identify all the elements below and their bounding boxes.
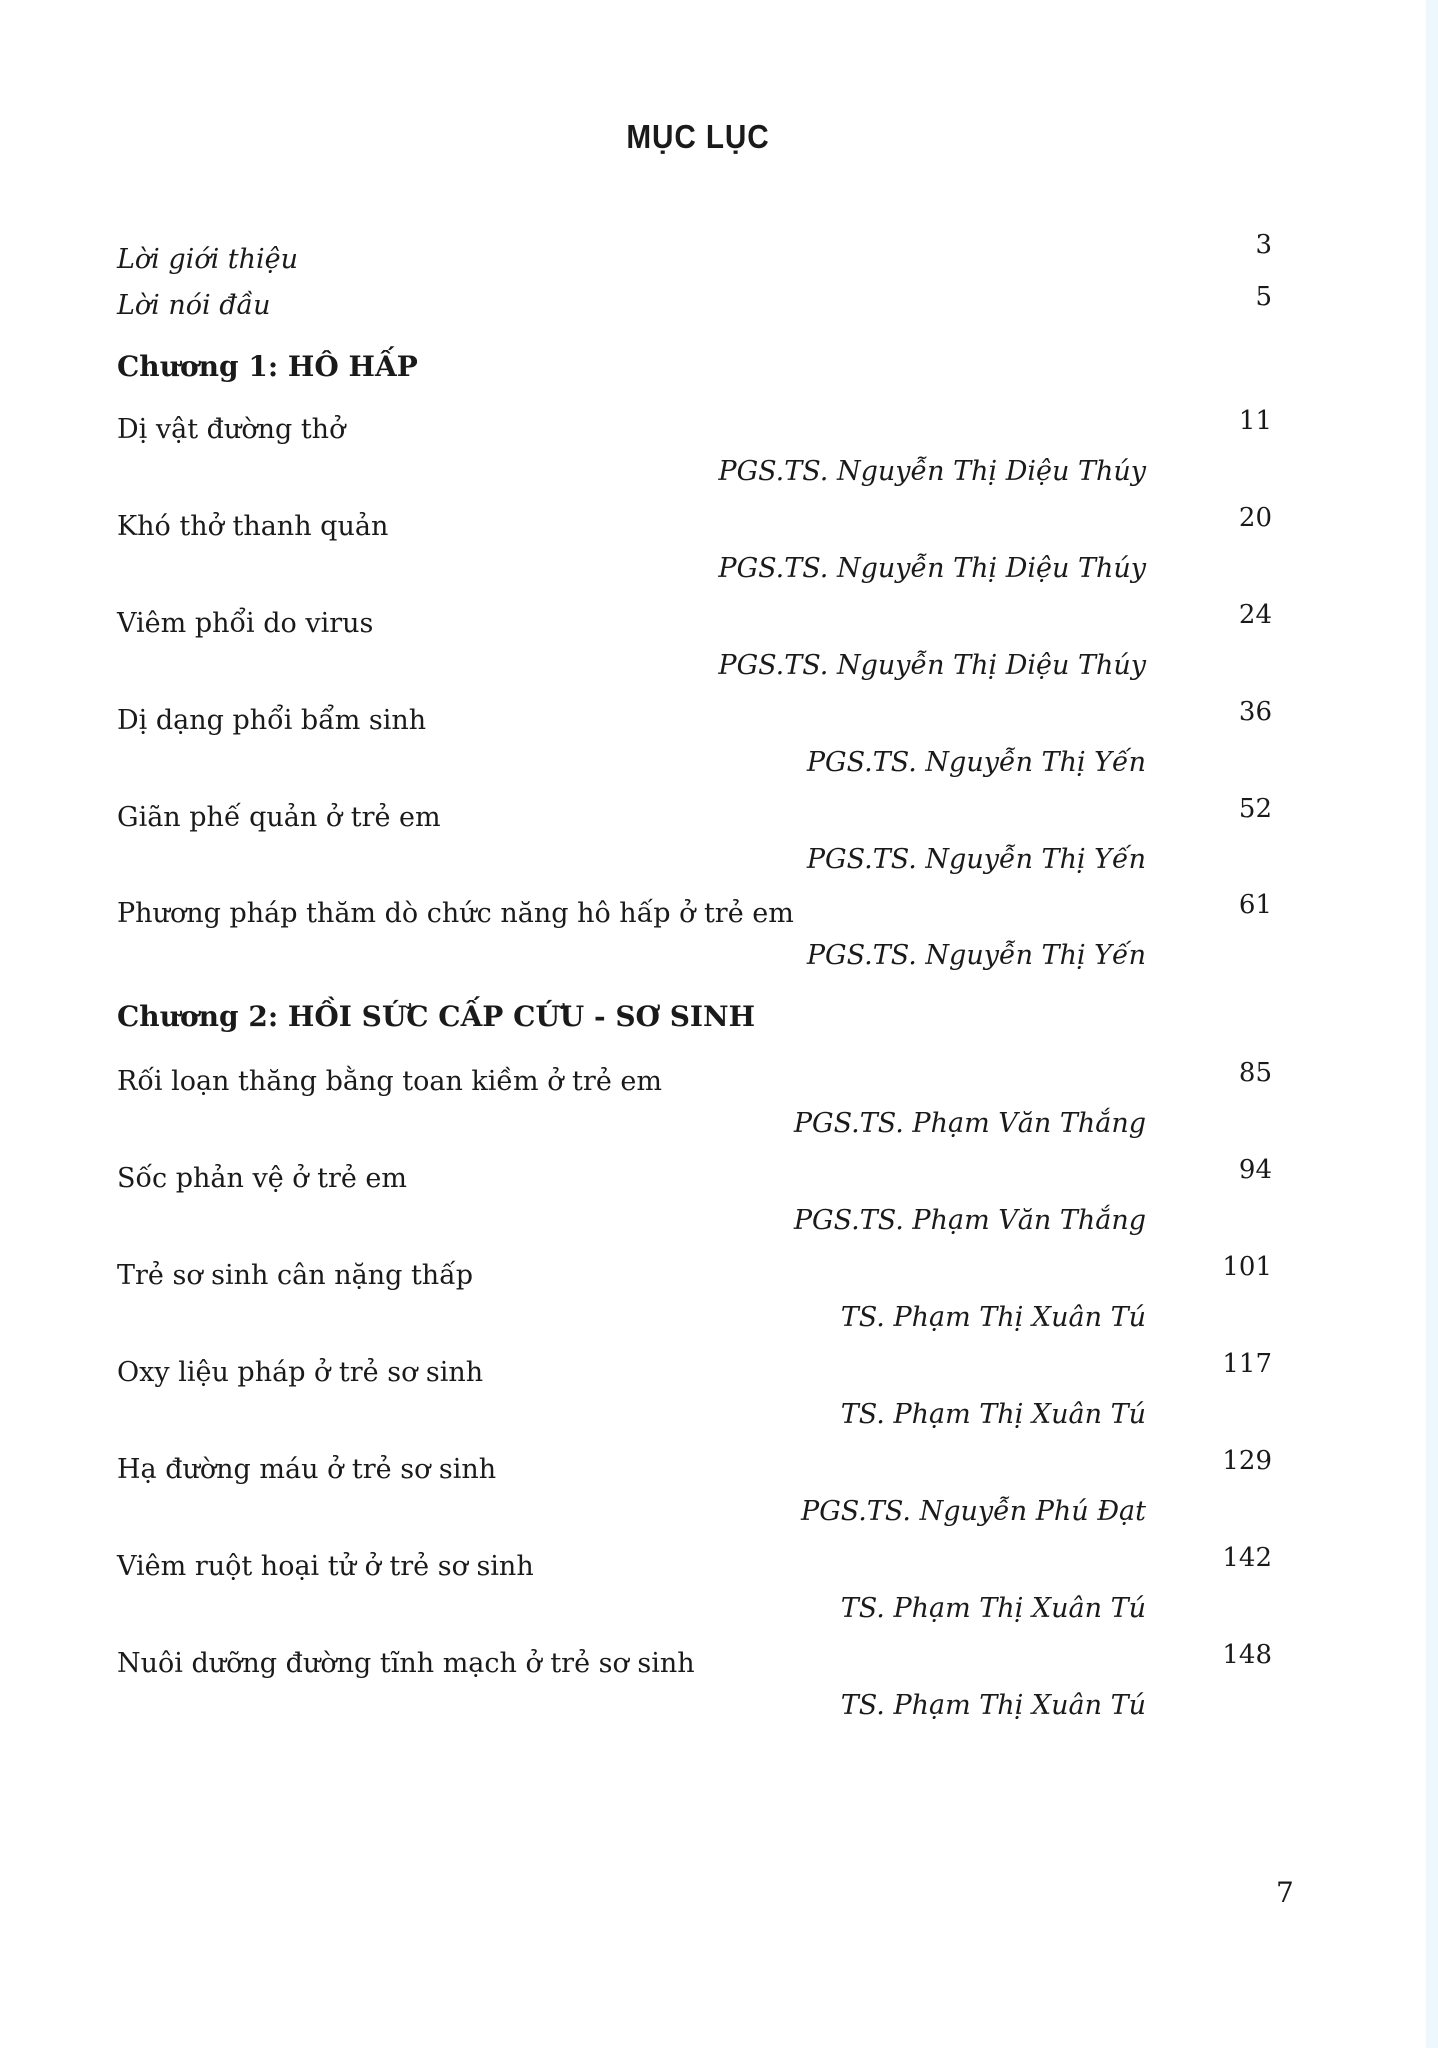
toc-entry-author: PGS.TS. Phạm Văn Thắng xyxy=(793,1205,1146,1236)
toc-entry-page: 85 xyxy=(1238,1058,1272,1088)
toc-entry-page: 11 xyxy=(1238,406,1272,436)
toc-entry-author: PGS.TS. Phạm Văn Thắng xyxy=(793,1108,1146,1139)
toc-entry-page: 101 xyxy=(1222,1252,1272,1282)
toc-entry-title: Nuôi dưỡng đường tĩnh mạch ở trẻ sơ sinh xyxy=(117,1648,695,1679)
toc-entry-title: Viêm ruột hoại tử ở trẻ sơ sinh xyxy=(117,1551,534,1582)
toc-entry-author: PGS.TS. Nguyễn Thị Yến xyxy=(806,747,1146,778)
toc-entry-page: 3 xyxy=(1255,230,1272,260)
chapter-heading: Chương 2: HỒI SỨC CẤP CỨU - SƠ SINH xyxy=(117,1000,756,1033)
toc-entry-page: 148 xyxy=(1222,1640,1272,1670)
toc-entry-author: PGS.TS. Nguyễn Thị Yến xyxy=(806,844,1146,875)
toc-entry-page: 142 xyxy=(1222,1543,1272,1573)
toc-entry-page: 24 xyxy=(1238,600,1272,630)
toc-entry-title: Phương pháp thăm dò chức năng hô hấp ở trẻ em xyxy=(117,898,794,929)
toc-entry-title: Lời giới thiệu xyxy=(117,244,299,275)
toc-entry-title: Khó thở thanh quản xyxy=(117,511,389,542)
toc-entry-title: Trẻ sơ sinh cân nặng thấp xyxy=(117,1260,474,1291)
toc-entry-author: PGS.TS. Nguyễn Thị Yến xyxy=(806,940,1146,971)
toc-entry-author: PGS.TS. Nguyễn Thị Diệu Thúy xyxy=(718,650,1146,681)
toc-entry-author: PGS.TS. Nguyễn Thị Diệu Thúy xyxy=(718,456,1146,487)
toc-entry-title: Hạ đường máu ở trẻ sơ sinh xyxy=(117,1454,497,1485)
toc-entry-page: 52 xyxy=(1238,794,1272,824)
toc-entry-page: 20 xyxy=(1238,503,1272,533)
toc-entry-page: 5 xyxy=(1255,282,1272,312)
toc-entry-title: Dị dạng phổi bẩm sinh xyxy=(117,705,427,736)
toc-entry-title: Rối loạn thăng bằng toan kiềm ở trẻ em xyxy=(117,1066,662,1097)
toc-entry-author: TS. Phạm Thị Xuân Tú xyxy=(840,1399,1146,1430)
toc-entry-author: TS. Phạm Thị Xuân Tú xyxy=(840,1593,1146,1624)
toc-entry-title: Sốc phản vệ ở trẻ em xyxy=(117,1163,408,1194)
toc-entry-page: 94 xyxy=(1238,1155,1272,1185)
toc-entry-author: PGS.TS. Nguyễn Thị Diệu Thúy xyxy=(718,553,1146,584)
scan-edge xyxy=(1426,0,1438,2048)
toc-entry-page: 117 xyxy=(1222,1349,1272,1379)
toc-entry-title: Viêm phổi do virus xyxy=(117,608,374,639)
toc-entry-title: Dị vật đường thở xyxy=(117,414,346,445)
chapter-heading: Chương 1: HÔ HẤP xyxy=(117,350,418,383)
toc-entry-title: Lời nói đầu xyxy=(117,290,271,321)
toc-entry-page: 61 xyxy=(1238,890,1272,920)
toc-entry-author: PGS.TS. Nguyễn Phú Đạt xyxy=(801,1496,1146,1527)
toc-entry-page: 129 xyxy=(1222,1446,1272,1476)
toc-entry-page: 36 xyxy=(1238,697,1272,727)
toc-entry-author: TS. Phạm Thị Xuân Tú xyxy=(840,1302,1146,1333)
page-title: MỤC LỤC xyxy=(626,118,770,155)
toc-entry-title: Oxy liệu pháp ở trẻ sơ sinh xyxy=(117,1357,484,1388)
page-number: 7 xyxy=(1276,1876,1294,1909)
toc-entry-author: TS. Phạm Thị Xuân Tú xyxy=(840,1690,1146,1721)
toc-entry-title: Giãn phế quản ở trẻ em xyxy=(117,802,441,833)
